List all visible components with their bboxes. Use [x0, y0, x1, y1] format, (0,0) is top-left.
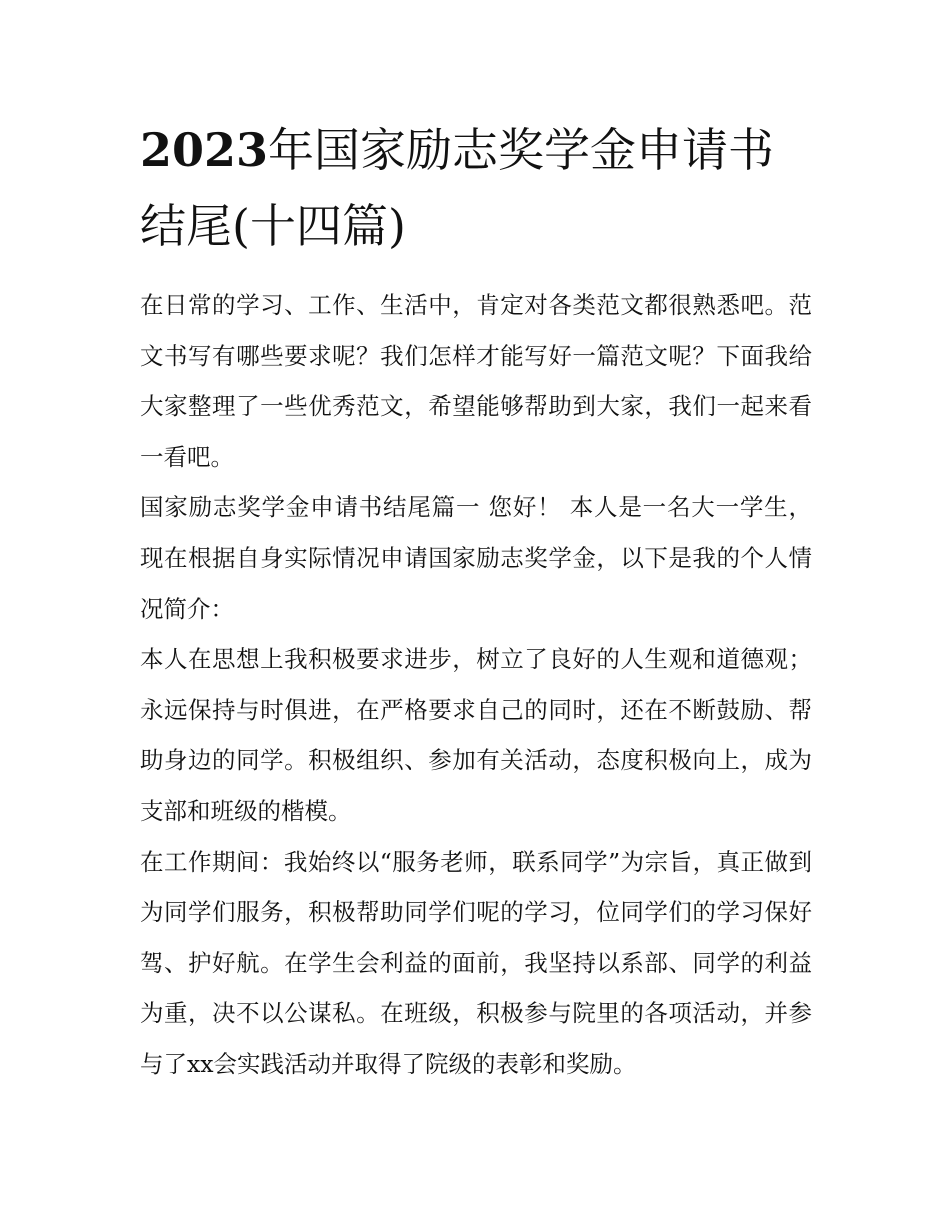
- paragraph-section-one-opening: 国家励志奖学金申请书结尾篇一 您好！ 本人是一名大一学生，现在根据自身实际情况申请国家励志奖学金，以下是我的个人情况简介：: [140, 493, 812, 623]
- paragraph-ideology: 本人在思想上我积极要求进步，树立了良好的人生观和道德观；永远保持与时俱进，在严格要求自己的同时，还在不断鼓励、帮助身边的同学。积极组织、参加有关活动，态度积极向上，成为支部和班级的楷模。: [140, 645, 812, 825]
- paragraph-work-period: 在工作期间：我始终以“服务老师，联系同学”为宗旨，真正做到为同学们服务，积极帮助同学们呢的学习，位同学们的学习保好驾、护好航。在学生会利益的面前，我坚持以系部、同学的利益为重，决不以公谋私。在班级，积极参与院里的各项活动，并参与了xx会实践活动并取得了院级的表彰和奖励。: [140, 847, 812, 1078]
- title-year: 2023: [140, 123, 269, 177]
- document-title: [140, 112, 820, 264]
- paragraph-intro: 在日常的学习、工作、生活中，肯定对各类范文都很熟悉吧。范文书写有哪些要求呢？我们怎样才能写好一篇范文呢？下面我给大家整理了一些优秀范文，希望能够帮助到大家，我们一起来看一看吧。: [140, 291, 812, 471]
- title-text: 年国家励志奖学金申请书结尾(十四篇): [140, 123, 775, 253]
- document-body: [140, 280, 812, 1090]
